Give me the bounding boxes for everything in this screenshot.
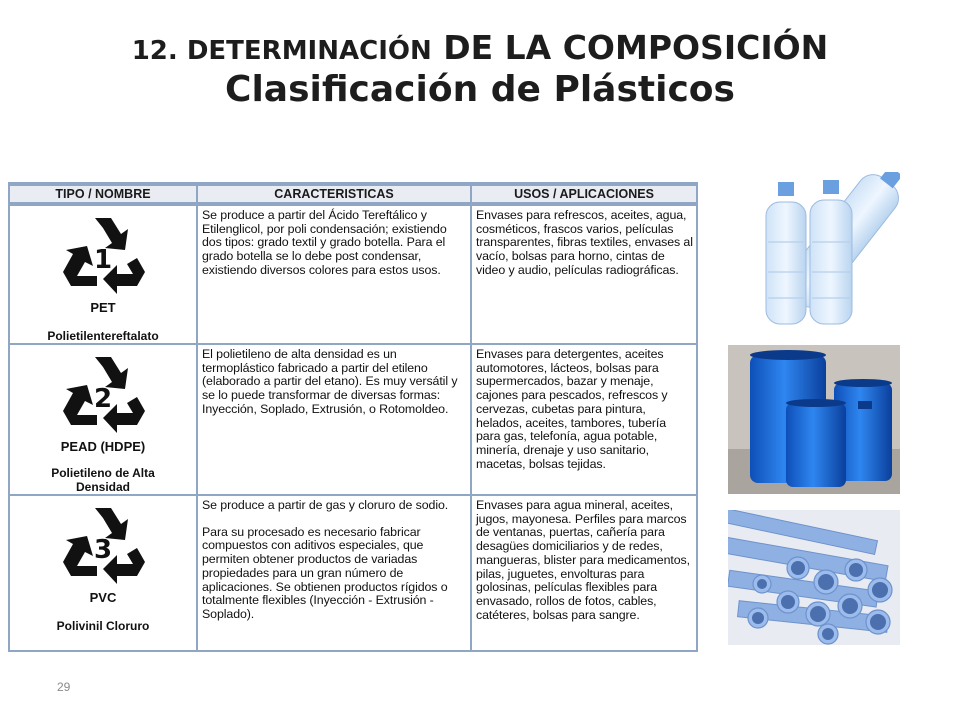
header-characteristics: CARACTERISTICAS	[198, 186, 470, 202]
header-type: TIPO / NOMBRE	[10, 186, 196, 202]
table-row-2-type	[10, 345, 196, 494]
recycle-icon	[55, 212, 151, 298]
recycle-number: 2	[93, 384, 113, 414]
plastic-bottles-photo	[728, 172, 900, 330]
plastic-code: PET	[90, 300, 116, 315]
characteristics-text: El polietileno de alta densidad es un termoplástico fabricado a partir del etileno (elaborado a partir del etano). Es muy versátil y se lo puede transformar de diversas formas: Inyección, Soplado, Extrusión, o Rotomoldeo.	[202, 347, 458, 416]
slide-title	[0, 30, 960, 110]
plastic-name: Polietilentereftalato	[47, 329, 159, 343]
title-line-1	[0, 30, 960, 66]
title-part-b: DE LA COMPOSICIÓN	[431, 28, 829, 67]
plastic-code: PVC	[89, 590, 117, 605]
recycle-icon	[55, 351, 151, 437]
plastics-table	[8, 182, 698, 652]
table-row-3-type	[10, 496, 196, 650]
blue-drums-photo	[728, 345, 900, 494]
pvc-pipes-photo	[728, 510, 900, 645]
table-row-1-characteristics	[198, 206, 470, 343]
plastic-name: Polietileno de Alta Densidad	[51, 466, 155, 494]
plastic-name: Polivinil Cloruro	[56, 619, 150, 633]
title-part-a: 12. DETERMINACIÓN	[131, 36, 432, 66]
table-row-1-type	[10, 206, 196, 343]
header-uses: USOS / APLICACIONES	[472, 186, 696, 202]
table-row-3-uses: Envases para agua mineral, aceites, jugos, mayonesa. Perfiles para marcos de ventanas, puertas, cañería para desagües domiciliarios y de redes, mangueras, blister para medicamentos, pilas, juguetes, envolturas para golosinas, películas flexibles para envasado, rollos de fotos, cables, catéteres, bolsas para sangre.	[472, 496, 696, 650]
recycle-icon	[55, 502, 151, 588]
characteristics-text: Se produce a partir del Ácido Tereftálico y Etilenglicol, por poli condensación; existiendo dos tipos: grado textil y grado botella. Para el grado botella se lo debe post condensar, existiendo diversos colores para estos usos.	[202, 208, 447, 277]
table-row-3-characteristics	[198, 496, 470, 650]
characteristics-text: Se produce a partir de gas y cloruro de sodio.	[202, 498, 449, 512]
table-row-2-characteristics	[198, 345, 470, 494]
table-row-2-uses: Envases para detergentes, aceites automotores, lácteos, bolsas para supermercados, bazar y menaje, cajones para pescados, refrescos y cervezas, cubetas para pintura, helados, aceites, tambores, tubería para gas, telefonía, agua potable, minería, drenaje y uso sanitario, macetas, bolsas tejidas.	[472, 345, 696, 494]
table-row-1-uses: Envases para refrescos, aceites, agua, cosméticos, frascos varios, películas transparentes, fibras textiles, envases al vacío, bolsas para horno, cintas de video y audio, películas radiográficas.	[472, 206, 696, 343]
characteristics-text: Para su procesado es necesario fabricar compuestos con aditivos especiales, que permiten obtener productos de variadas propiedades para un gran número de aplicaciones. Se obtienen productos rígidos o totalmente flexibles (Inyección - Extrusión - Soplado).	[202, 524, 448, 621]
page-number: 29	[57, 680, 71, 694]
recycle-number: 3	[93, 535, 113, 565]
recycle-number: 1	[93, 245, 113, 275]
title-line-2: Clasificación de Plásticos	[225, 69, 735, 111]
plastic-code: PEAD (HDPE)	[60, 439, 146, 454]
